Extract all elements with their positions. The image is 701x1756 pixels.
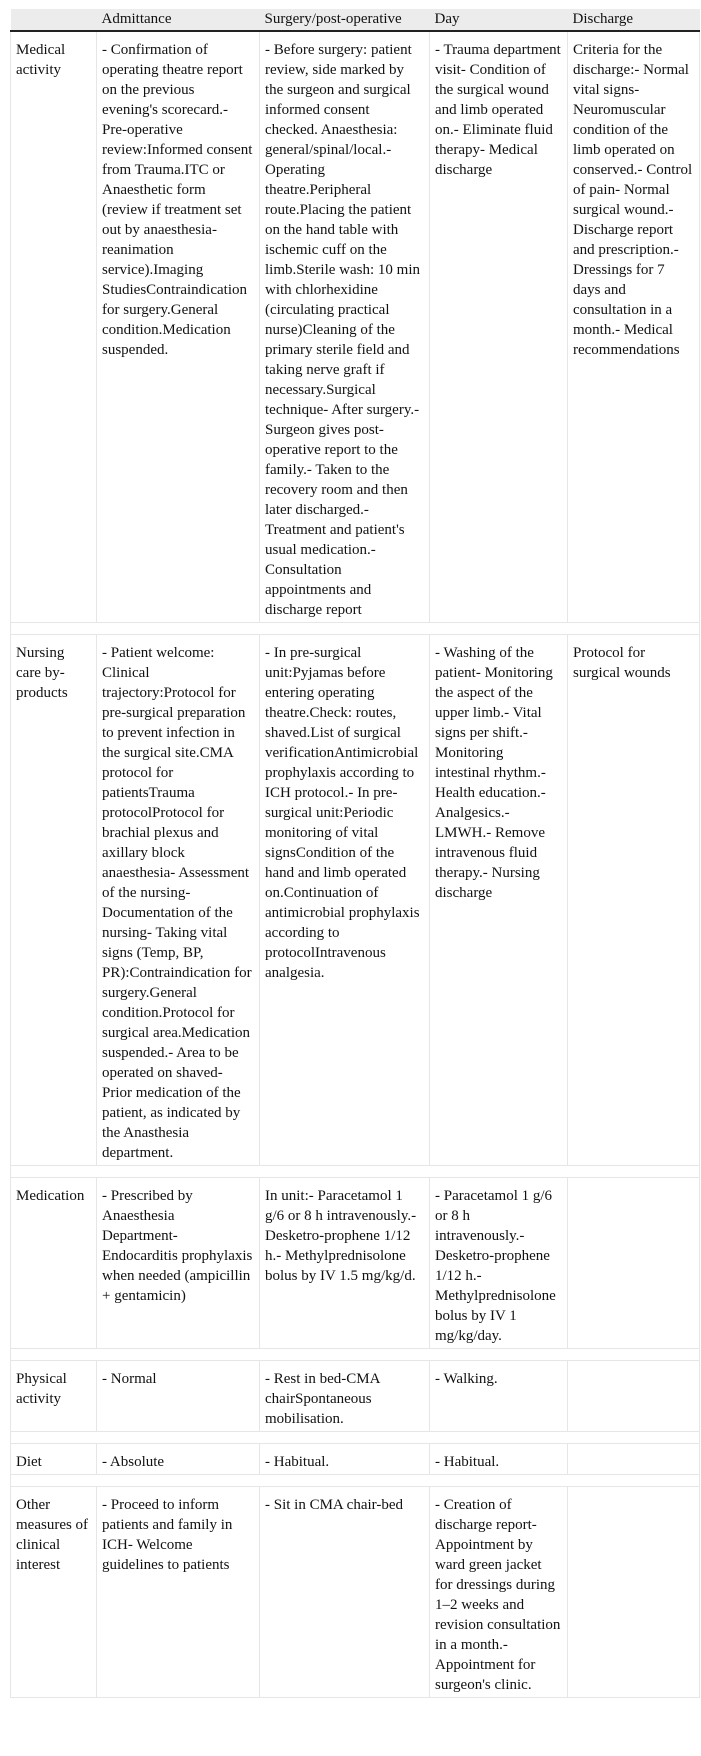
table-row: [11, 1361, 700, 1432]
row-label: Nursing care by-products: [11, 635, 97, 1166]
spacer-cell: [11, 1349, 700, 1361]
header-blank: [11, 9, 97, 31]
row-spacer: [11, 1475, 700, 1487]
spacer-cell: [11, 1475, 700, 1487]
table-cell: Criteria for the discharge:- Normal vital signs- Neuromuscular condition of the limb operated on conserved.- Control of pain- Normal surgical wound.- Discharge report and prescription.- Dressings for 7 days and consultation in a month.- Medical recommendations: [568, 31, 700, 623]
header-admittance: Admittance: [97, 9, 260, 31]
header-surgery: Surgery/post-operative: [260, 9, 430, 31]
spacer-cell: [11, 623, 700, 635]
table-cell: - Rest in bed-CMA chairSpontaneous mobilisation.: [260, 1361, 430, 1432]
table-cell: - Sit in CMA chair-bed: [260, 1487, 430, 1698]
table-cell: Protocol for surgical wounds: [568, 635, 700, 1166]
table-cell: - Proceed to inform patients and family in ICH- Welcome guidelines to patients: [97, 1487, 260, 1698]
row-label: Diet: [11, 1444, 97, 1475]
table-cell: - Normal: [97, 1361, 260, 1432]
table-row: [11, 31, 700, 623]
table-cell: - Patient welcome: Clinical trajectory:Protocol for pre-surgical preparation to prevent infection in the surgical site.CMA protocol for patientsTrauma protocolProtocol for brachial plexus and axillary block anaesthesia- Assessment of the nursing- Documentation of the nursing- Taking vital signs (Temp, BP, PR):Contraindication for surgery.General condition.Protocol for surgical area.Medication suspended.- Area to be operated on shaved- Prior medication of the patient, as indicated by the Anasthesia department.: [97, 635, 260, 1166]
row-label: Medical activity: [11, 31, 97, 623]
row-spacer: [11, 1349, 700, 1361]
row-spacer: [11, 623, 700, 635]
table-cell: - Trauma department visit- Condition of the surgical wound and limb operated on.- Eliminate fluid therapy- Medical discharge: [430, 31, 568, 623]
table-header-row: [11, 9, 700, 31]
header-discharge: Discharge: [568, 9, 700, 31]
table-cell: [568, 1178, 700, 1349]
table-cell: [568, 1361, 700, 1432]
table-cell: - Creation of discharge report- Appointment by ward green jacket for dressings during 1–2 weeks and revision consultation in a month.- Appointment for surgeon's clinic.: [430, 1487, 568, 1698]
row-label: Medication: [11, 1178, 97, 1349]
table-cell: In unit:- Paracetamol 1 g/6 or 8 h intravenously.- Desketro-prophene 1/12 h.- Methylprednisolone bolus by IV 1.5 mg/kg/d.: [260, 1178, 430, 1349]
table-cell: [568, 1444, 700, 1475]
table-cell: - Prescribed by Anaesthesia Department- Endocarditis prophylaxis when needed (ampicillin + gentamicin): [97, 1178, 260, 1349]
row-label: Other measures of clinical interest: [11, 1487, 97, 1698]
row-spacer: [11, 1432, 700, 1444]
table-cell: - Confirmation of operating theatre report on the previous evening's scorecard.- Pre-operative review:Informed consent from Trauma.ITC or Anaesthetic form (review if treatment set out by anaesthesia-reanimation service).Imaging StudiesContraindication for surgery.General condition.Medication suspended.: [97, 31, 260, 623]
table-row: [11, 635, 700, 1166]
table-cell: - Washing of the patient- Monitoring the aspect of the upper limb.- Vital signs per shift.- Monitoring intestinal rhythm.- Health education.- Analgesics.- LMWH.- Remove intravenous fluid therapy.- Nursing discharge: [430, 635, 568, 1166]
table-cell: [568, 1487, 700, 1698]
table-cell: - Paracetamol 1 g/6 or 8 h intravenously.- Desketro-prophene 1/12 h.- Methylprednisolone bolus by IV 1 mg/kg/day.: [430, 1178, 568, 1349]
row-spacer: [11, 1166, 700, 1178]
table-cell: - Habitual.: [260, 1444, 430, 1475]
table-cell: - Habitual.: [430, 1444, 568, 1475]
table-row: [11, 1178, 700, 1349]
table-cell: - Walking.: [430, 1361, 568, 1432]
spacer-cell: [11, 1166, 700, 1178]
header-day: Day: [430, 9, 568, 31]
clinical-pathway-table: [10, 9, 700, 1698]
spacer-cell: [11, 1432, 700, 1444]
row-label: Physical activity: [11, 1361, 97, 1432]
table-row: [11, 1444, 700, 1475]
table-row: [11, 1487, 700, 1698]
table-cell: - In pre-surgical unit:Pyjamas before entering operating theatre.Check: routes, shaved.List of surgical verificationAntimicrobial prophylaxis according to ICH protocol.- In pre-surgical unit:Periodic monitoring of vital signsCondition of the hand and limb operated on.Continuation of antimicrobial prophylaxis according to protocolIntravenous analgesia.: [260, 635, 430, 1166]
table-cell: - Before surgery: patient review, side marked by the surgeon and surgical informed consent checked. Anaesthesia: general/spinal/local.- Operating theatre.Peripheral route.Placing the patient on the hand table with ischemic cuff on the limb.Sterile wash: 10 min with chlorhexidine (circulating practical nurse)Cleaning of the primary sterile field and taking nerve graft if necessary.Surgical technique- After surgery.- Surgeon gives post-operative report to the family.- Taken to the recovery room and then later discharged.- Treatment and patient's usual medication.- Consultation appointments and discharge report: [260, 31, 430, 623]
table-cell: - Absolute: [97, 1444, 260, 1475]
